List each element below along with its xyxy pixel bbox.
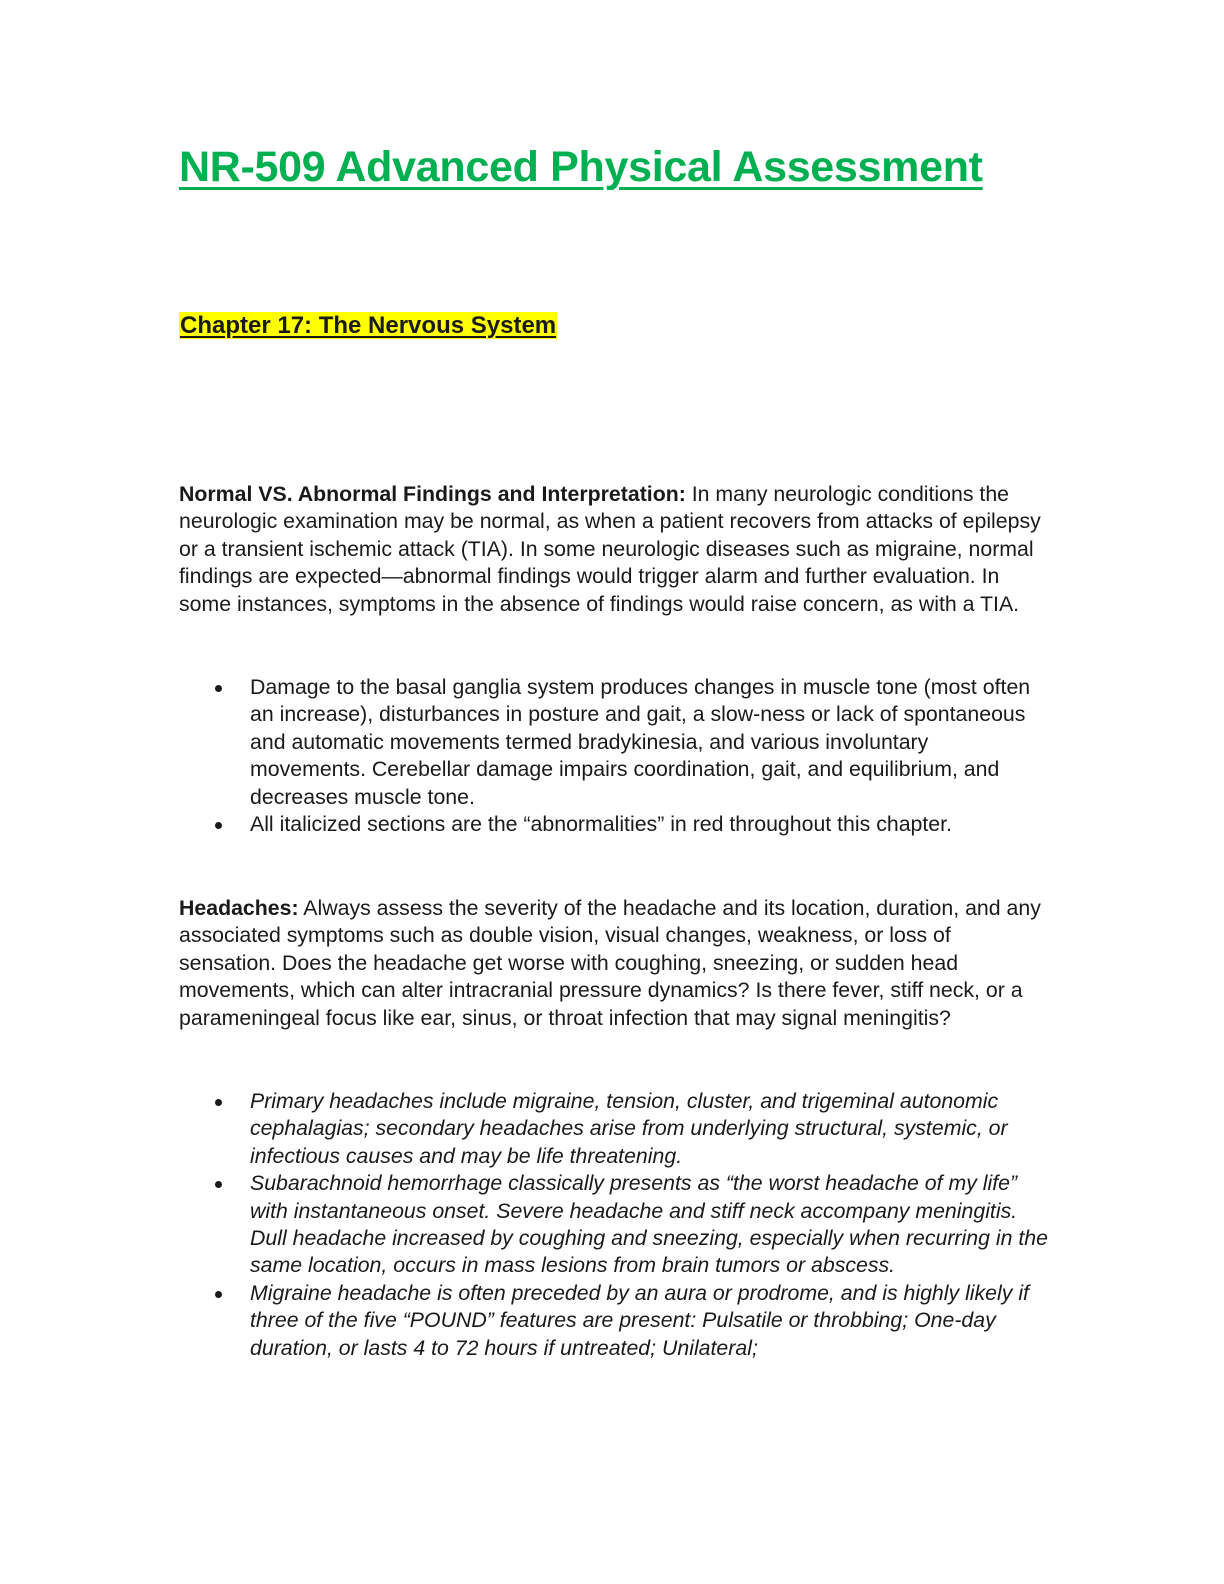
- list-item: [179, 811, 1049, 838]
- chapter-heading: [179, 310, 557, 342]
- list-item: [179, 674, 1049, 811]
- list-item-text: All italicized sections are the “abnormalities” in red throughout this chapter.: [250, 812, 952, 837]
- findings-paragraph: [179, 481, 1044, 618]
- list-item: [179, 1170, 1049, 1280]
- headaches-paragraph: [179, 895, 1044, 1032]
- headaches-text: Always assess the severity of the headache and its location, duration, and any associated symptoms such as double vision, visual changes, weakness, or loss of sensation. Does the headache get worse with coughing, sneezing, or sudden head movements, which can alter intracranial pressure dynamics? Is there fever, stiff neck, or a parameningeal focus like ear, sinus, or throat infection that may signal meningitis?: [179, 896, 1041, 1030]
- bullet-icon: [215, 1291, 222, 1298]
- bullet-icon: [215, 1099, 222, 1106]
- chapter-heading-text: Chapter 17: The Nervous System: [180, 312, 557, 339]
- list-item-text: Primary headaches include migraine, tension, cluster, and trigeminal autonomic cephalagias; secondary headaches arise from underlying structural, systemic, or infectious causes and may be life threatening.: [250, 1089, 1008, 1168]
- bullet-icon: [215, 685, 222, 692]
- bullet-icon: [215, 822, 222, 829]
- list-item: [179, 1088, 1049, 1170]
- list-item-text: Damage to the basal ganglia system produces changes in muscle tone (most often an increase), disturbances in posture and gait, a slow-ness or lack of spontaneous and automatic movements termed bradykinesia, and various involuntary movements. Cerebellar damage impairs coordination, gait, and equilibrium, and decreases muscle tone.: [250, 675, 1031, 809]
- document-title: NR-509 Advanced Physical Assessment: [179, 143, 983, 191]
- headaches-bullet-list: [179, 1088, 1049, 1362]
- findings-bullet-list: [179, 674, 1049, 838]
- bullet-icon: [215, 1181, 222, 1188]
- findings-text: In many neurologic conditions the neurologic examination may be normal, as when a patient recovers from attacks of epilepsy or a transient ischemic attack (TIA). In some neurologic diseases such as migraine, normal findings are expected—abnormal findings would trigger alarm and further evaluation. In some instances, symptoms in the absence of findings would raise concern, as with a TIA.: [179, 482, 1041, 616]
- list-item-text: Subarachnoid hemorrhage classically presents as “the worst headache of my life” with instantaneous onset. Severe headache and stiff neck accompany meningitis. Dull headache increased by coughing and sneezing, especially when recurring in the same location, occurs in mass lesions from brain tumors or abscess.: [250, 1171, 1048, 1278]
- headaches-heading: Headaches:: [179, 896, 299, 920]
- findings-heading: Normal VS. Abnormal Findings and Interpretation:: [179, 482, 686, 506]
- list-item: [179, 1280, 1049, 1362]
- list-item-text: Migraine headache is often preceded by an aura or prodrome, and is highly likely if three of the five “POUND” features are present: Pulsatile or throbbing; One-day duration, or lasts 4 to 72 hours if untreated; Unilateral;: [250, 1280, 1029, 1360]
